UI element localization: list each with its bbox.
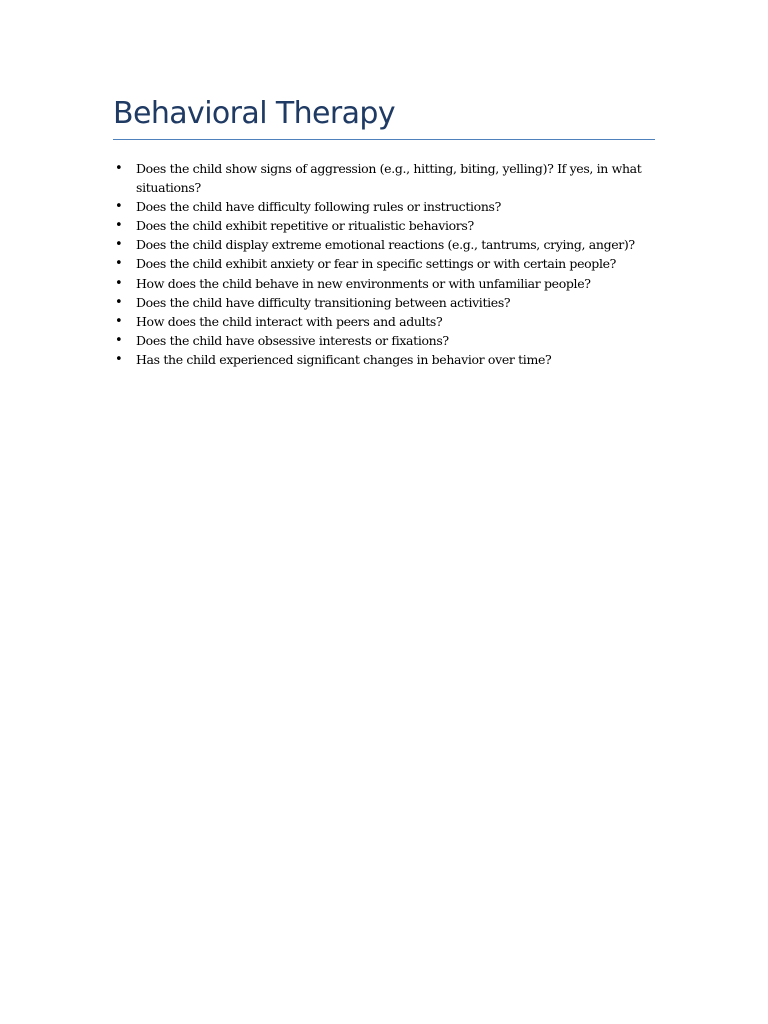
bullet-icon: • [115,161,123,176]
bullet-icon: • [115,275,123,291]
bullet-icon: • [115,218,123,234]
list-item [113,331,655,350]
bullet-icon: • [115,256,123,272]
bullet-icon: • [115,351,123,367]
question-text: Does the child exhibit anxiety or fear in specific settings or with certain people? [136,256,616,272]
bullet-icon: • [115,313,123,329]
question-text: Does the child have difficulty transitioning between activities? [136,294,511,310]
bullet-icon: • [115,237,123,253]
list-item [113,274,655,293]
list-item [113,293,655,312]
title-divider [113,139,655,140]
bullet-icon: • [115,199,123,215]
question-text: Does the child display extreme emotional reactions (e.g., tantrums, crying, anger)? [136,237,635,253]
question-text: Does the child exhibit repetitive or ritualistic behaviors? [136,218,474,234]
list-item [113,159,655,197]
bullet-icon: • [115,294,123,310]
list-item [113,235,655,254]
list-item [113,350,655,369]
question-text: Does the child show signs of aggression (e.g., hitting, biting, yelling)? If yes, in what situations? [136,161,642,196]
question-text: Does the child have difficulty following rules or instructions? [136,199,501,215]
question-text: How does the child behave in new environments or with unfamiliar people? [136,275,591,291]
question-text: How does the child interact with peers and adults? [136,313,443,329]
question-text: Has the child experienced significant changes in behavior over time? [136,351,552,367]
bullet-icon: • [115,332,123,348]
list-item [113,197,655,216]
list-item [113,216,655,235]
question-list [113,159,655,369]
list-item [113,254,655,273]
question-text: Does the child have obsessive interests or fixations? [136,332,449,348]
list-item [113,312,655,331]
page-title: Behavioral Therapy [113,96,395,131]
